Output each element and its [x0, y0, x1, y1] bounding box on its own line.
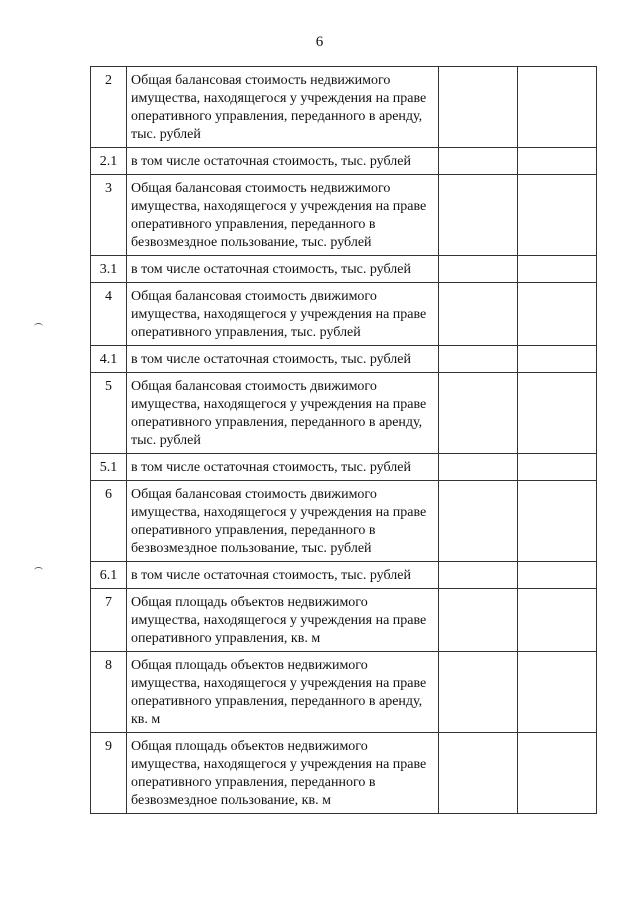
value-cell-1: [439, 256, 518, 283]
row-description: в том числе остаточная стоимость, тыс. рублей: [127, 562, 439, 589]
row-description: в том числе остаточная стоимость, тыс. рублей: [127, 148, 439, 175]
row-number: 9: [91, 733, 127, 814]
table-row: [91, 175, 597, 256]
row-description: Общая балансовая стоимость движимого имущества, находящегося у учреждения на праве оперативного управления, переданного в аренду, тыс. рублей: [127, 373, 439, 454]
table-row: [91, 256, 597, 283]
value-cell-1: [439, 175, 518, 256]
value-cell-1: [439, 481, 518, 562]
row-number: 2.1: [91, 148, 127, 175]
row-number: 7: [91, 589, 127, 652]
value-cell-2: [518, 454, 597, 481]
value-cell-2: [518, 283, 597, 346]
value-cell-1: [439, 454, 518, 481]
row-number: 4.1: [91, 346, 127, 373]
binding-hole-mark: [34, 567, 43, 574]
value-cell-2: [518, 481, 597, 562]
value-cell-1: [439, 652, 518, 733]
table-row: [91, 652, 597, 733]
table-row: [91, 562, 597, 589]
row-number: 8: [91, 652, 127, 733]
row-number: 3: [91, 175, 127, 256]
value-cell-2: [518, 562, 597, 589]
value-cell-2: [518, 589, 597, 652]
row-description: Общая балансовая стоимость движимого имущества, находящегося у учреждения на праве оперативного управления, тыс. рублей: [127, 283, 439, 346]
table-row: [91, 67, 597, 148]
table-row: [91, 373, 597, 454]
value-cell-1: [439, 373, 518, 454]
value-cell-2: [518, 148, 597, 175]
property-report-table: [90, 66, 597, 814]
table-row: [91, 481, 597, 562]
row-description: в том числе остаточная стоимость, тыс. рублей: [127, 256, 439, 283]
row-description: Общая площадь объектов недвижимого имущества, находящегося у учреждения на праве оперативного управления, кв. м: [127, 589, 439, 652]
table-row: [91, 283, 597, 346]
value-cell-1: [439, 562, 518, 589]
row-description: Общая площадь объектов недвижимого имущества, находящегося у учреждения на праве оперативного управления, переданного в безвозмездное пользование, кв. м: [127, 733, 439, 814]
row-number: 4: [91, 283, 127, 346]
value-cell-2: [518, 373, 597, 454]
row-number: 5: [91, 373, 127, 454]
table-row: [91, 589, 597, 652]
value-cell-2: [518, 346, 597, 373]
value-cell-2: [518, 733, 597, 814]
row-number: 5.1: [91, 454, 127, 481]
row-description: в том числе остаточная стоимость, тыс. рублей: [127, 454, 439, 481]
value-cell-2: [518, 67, 597, 148]
row-number: 3.1: [91, 256, 127, 283]
row-number: 6.1: [91, 562, 127, 589]
value-cell-1: [439, 283, 518, 346]
row-description: Общая балансовая стоимость недвижимого имущества, находящегося у учреждения на праве оперативного управления, переданного в аренду, тыс. рублей: [127, 67, 439, 148]
row-description: в том числе остаточная стоимость, тыс. рублей: [127, 346, 439, 373]
value-cell-2: [518, 256, 597, 283]
value-cell-2: [518, 175, 597, 256]
table-row: [91, 346, 597, 373]
value-cell-2: [518, 652, 597, 733]
value-cell-1: [439, 148, 518, 175]
binding-hole-mark: [34, 323, 43, 330]
value-cell-1: [439, 733, 518, 814]
value-cell-1: [439, 346, 518, 373]
table-row: [91, 454, 597, 481]
page-number: 6: [315, 34, 324, 50]
table-row: [91, 148, 597, 175]
row-number: 2: [91, 67, 127, 148]
row-description: Общая балансовая стоимость недвижимого имущества, находящегося у учреждения на праве оперативного управления, переданного в безвозмездное пользование, тыс. рублей: [127, 175, 439, 256]
row-number: 6: [91, 481, 127, 562]
row-description: Общая площадь объектов недвижимого имущества, находящегося у учреждения на праве оперативного управления, переданного в аренду, кв. м: [127, 652, 439, 733]
value-cell-1: [439, 589, 518, 652]
value-cell-1: [439, 67, 518, 148]
table-row: [91, 733, 597, 814]
row-description: Общая балансовая стоимость движимого имущества, находящегося у учреждения на праве оперативного управления, переданного в безвозмездное пользование, тыс. рублей: [127, 481, 439, 562]
